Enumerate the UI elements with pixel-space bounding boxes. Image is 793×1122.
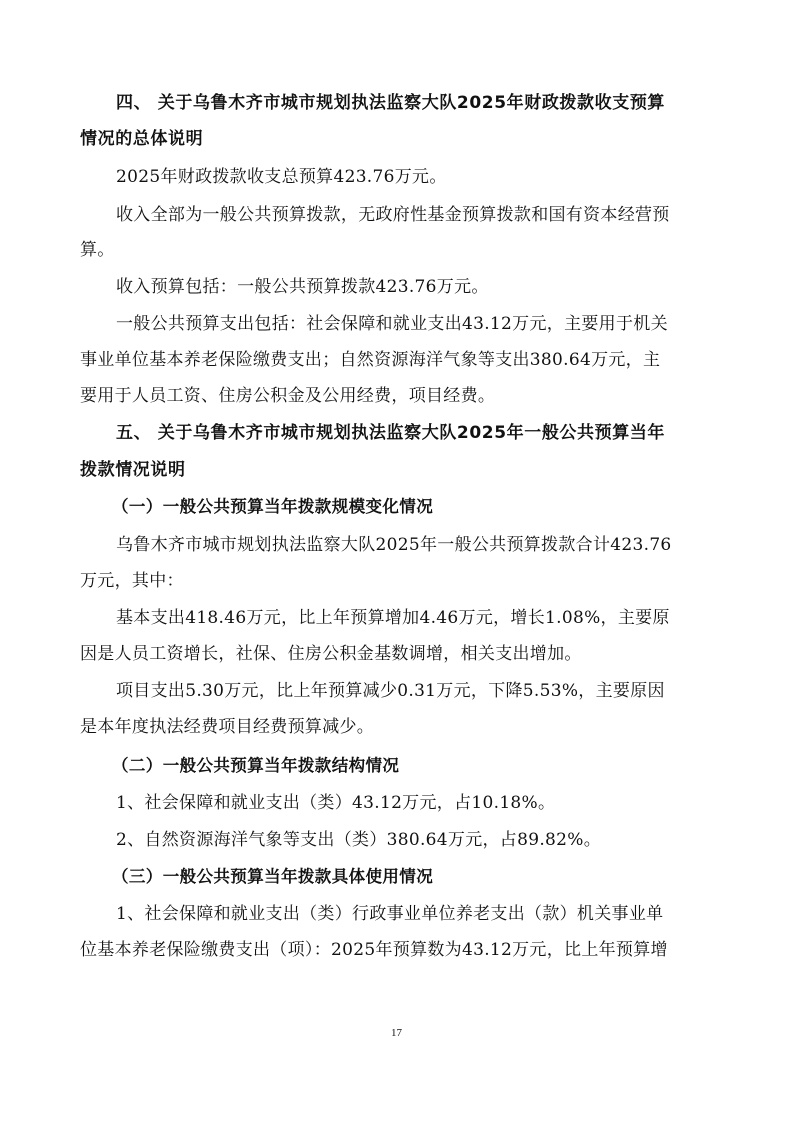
subsection1-paragraph1-line2: 万元，其中： xyxy=(80,571,184,591)
subsection3-paragraph1-line2: 位基本养老保险缴费支出（项）：2025年预算数为43.12万元，比上年预算增 xyxy=(80,940,668,960)
section4-paragraph-expense-line1: 一般公共预算支出包括：社会保障和就业支出43.12万元，主要用于机关 xyxy=(116,314,668,334)
page-number: 17 xyxy=(391,1027,402,1039)
subsection2-item2: 2、自然资源海洋气象等支出（类）380.64万元，占89.82%。 xyxy=(116,830,602,850)
section4-heading-line2: 情况的总体说明 xyxy=(80,129,204,149)
section5-heading-line2: 拨款情况说明 xyxy=(80,460,186,480)
subsection1-heading: （一）一般公共预算当年拨款规模变化情况 xyxy=(112,497,434,516)
subsection3-heading: （三）一般公共预算当年拨款具体使用情况 xyxy=(112,867,434,886)
subsection1-paragraph3-line2: 是本年度执法经费项目经费预算减少。 xyxy=(80,717,375,737)
section4-paragraph-income-budget: 收入预算包括：一般公共预算拨款423.76万元。 xyxy=(116,277,489,297)
section4-paragraph-expense-line2: 事业单位基本养老保险缴费支出；自然资源海洋气象等支出380.64万元，主 xyxy=(80,350,661,370)
section4-heading-line1: 四、 关于乌鲁木齐市城市规划执法监察大队2025年财政拨款收支预算 xyxy=(116,93,666,113)
subsection1-paragraph1-line1: 乌鲁木齐市城市规划执法监察大队2025年一般公共预算拨款合计423.76 xyxy=(116,535,672,555)
section4-paragraph-total: 2025年财政拨款收支总预算423.76万元。 xyxy=(116,167,447,187)
subsection1-paragraph2-line1: 基本支出418.46万元，比上年预算增加4.46万元，增长1.08%，主要原 xyxy=(116,608,670,628)
section4-paragraph-expense-line3: 要用于人员工资、住房公积金及公用经费，项目经费。 xyxy=(80,386,496,406)
section4-paragraph-income-line2: 算。 xyxy=(80,240,115,260)
subsection2-heading: （二）一般公共预算当年拨款结构情况 xyxy=(112,756,400,775)
subsection2-item1: 1、社会保障和就业支出（类）43.12万元，占10.18%。 xyxy=(116,793,556,813)
subsection1-paragraph2-line2: 因是人员工资增长，社保、住房公积金基数调增，相关支出增加。 xyxy=(80,644,582,664)
subsection1-paragraph3-line1: 项目支出5.30万元，比上年预算减少0.31万元，下降5.53%，主要原因 xyxy=(116,681,665,701)
section4-paragraph-income-line1: 收入全部为一般公共预算拨款，无政府性基金预算拨款和国有资本经营预 xyxy=(116,205,670,225)
section5-heading-line1: 五、 关于乌鲁木齐市城市规划执法监察大队2025年一般公共预算当年 xyxy=(116,423,666,443)
subsection3-paragraph1-line1: 1、社会保障和就业支出（类）行政事业单位养老支出（款）机关事业单 xyxy=(116,904,664,924)
